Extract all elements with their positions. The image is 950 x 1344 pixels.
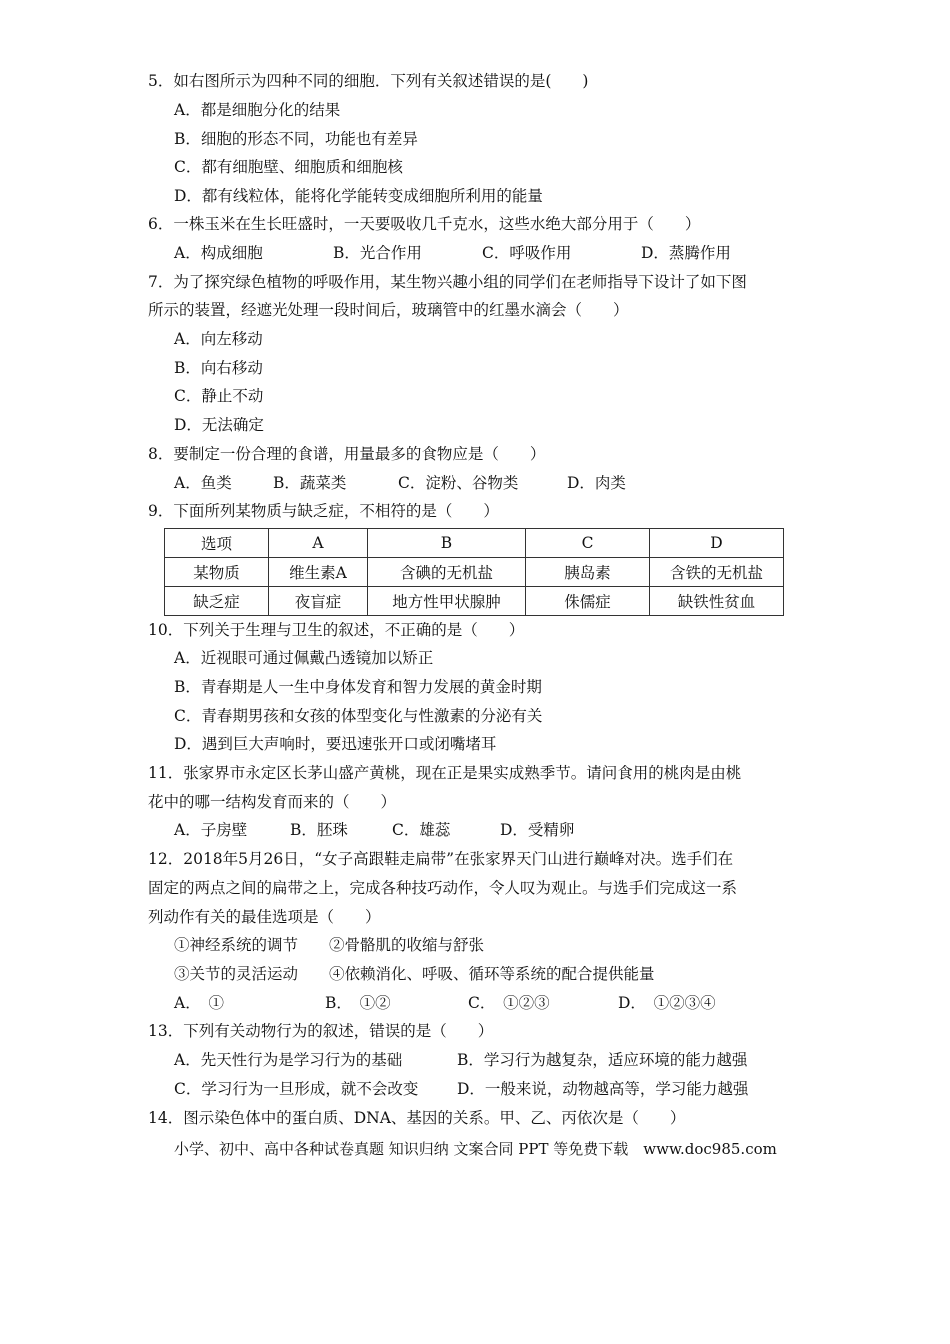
question-12-stem-line-2: 固定的两点之间的扁带之上，完成各种技巧动作，令人叹为观止。与选手们完成这一系: [148, 879, 738, 897]
question-13-option-b: B．学习行为越复杂，适应环境的能力越强: [457, 1051, 748, 1069]
question-6-option-a: A．构成细胞: [174, 244, 263, 262]
question-13-option-a: A．先天性行为是学习行为的基础: [174, 1051, 403, 1069]
question-5-option-b: B．细胞的形态不同，功能也有差异: [174, 130, 418, 148]
question-8-option-a: A．鱼类: [174, 474, 232, 492]
question-11-option-d: D．受精卵: [500, 821, 575, 839]
table-cell: 缺乏症: [165, 587, 269, 616]
question-5-option-c: C．都有细胞壁、细胞质和细胞核: [174, 158, 403, 176]
question-12-option-c: C． ①②③: [468, 994, 550, 1012]
question-10-option-c: C．青春期男孩和女孩的体型变化与性激素的分泌有关: [174, 707, 543, 725]
question-12-option-d: D． ①②③④: [618, 994, 716, 1012]
question-7-stem-line-1: 7．为了探究绿色植物的呼吸作用，某生物兴趣小组的同学们在老师指导下设计了如下图: [148, 273, 747, 291]
question-9-stem: 9．下面所列某物质与缺乏症，不相符的是（ ）: [148, 502, 499, 520]
question-5-option-a: A．都是细胞分化的结果: [174, 101, 341, 119]
question-14-stem: 14．图示染色体中的蛋白质、DNA、基因的关系。甲、乙、丙依次是（ ）: [148, 1109, 686, 1127]
question-8-stem: 8．要制定一份合理的食谱，用量最多的食物应是（ ）: [148, 445, 546, 463]
question-5-stem: 5．如右图所示为四种不同的细胞．下列有关叙述错误的是( ): [148, 72, 589, 90]
table-cell: 夜盲症: [269, 587, 368, 616]
question-7-option-a: A．向左移动: [174, 330, 263, 348]
question-10-option-a: A．近视眼可通过佩戴凸透镜加以矫正: [174, 649, 434, 667]
table-header-cell: C: [526, 529, 650, 558]
question-11-stem-line-1: 11．张家界市永定区长茅山盛产黄桃，现在正是果实成熟季节。请问食用的桃肉是由桃: [148, 764, 742, 782]
question-7-stem-line-2: 所示的装置，经遮光处理一段时间后，玻璃管中的红墨水滴会（ ）: [148, 301, 629, 319]
question-6-option-b: B．光合作用: [333, 244, 422, 262]
table-cell: 胰岛素: [526, 558, 650, 587]
question-6-option-c: C．呼吸作用: [482, 244, 572, 262]
table-header-cell: B: [368, 529, 526, 558]
table-cell: 含碘的无机盐: [368, 558, 526, 587]
table-header-cell: D: [650, 529, 784, 558]
question-7-option-d: D．无法确定: [174, 416, 264, 434]
question-13-option-c: C．学习行为一旦形成，就不会改变: [174, 1080, 419, 1098]
table-header-cell: A: [269, 529, 368, 558]
question-5-option-d: D．都有线粒体，能将化学能转变成细胞所利用的能量: [174, 187, 543, 205]
question-13-stem: 13．下列有关动物行为的叙述，错误的是（ ）: [148, 1022, 494, 1040]
table-cell: 含铁的无机盐: [650, 558, 784, 587]
table-header-row: [165, 529, 784, 558]
question-11-option-b: B．胚珠: [290, 821, 348, 839]
question-10-stem: 10．下列关于生理与卫生的叙述，不正确的是（ ）: [148, 621, 525, 639]
question-11-option-c: C．雄蕊: [392, 821, 451, 839]
question-8-option-c: C．淀粉、谷物类: [398, 474, 519, 492]
table-cell: 某物质: [165, 558, 269, 587]
question-13-option-d: D．一般来说，动物越高等，学习能力越强: [457, 1080, 749, 1098]
question-8-option-b: B．蔬菜类: [273, 474, 347, 492]
page-footer: 小学、初中、高中各种试卷真题 知识归纳 文案合同 PPT 等免费下载 www.doc985.com: [174, 1140, 777, 1158]
question-7-option-c: C．静止不动: [174, 387, 264, 405]
question-7-option-b: B．向右移动: [174, 359, 263, 377]
table-cell: 地方性甲状腺肿: [368, 587, 526, 616]
question-9-table: [164, 528, 784, 616]
question-12-items-line-1: ①神经系统的调节 ②骨骼肌的收缩与舒张: [174, 936, 485, 954]
question-10-option-b: B．青春期是人一生中身体发育和智力发展的黄金时期: [174, 678, 542, 696]
question-12-option-b: B． ①②: [325, 994, 391, 1012]
question-8-option-d: D．肉类: [567, 474, 626, 492]
table-cell: 侏儒症: [526, 587, 650, 616]
table-cell: 缺铁性贫血: [650, 587, 784, 616]
table-cell: 维生素A: [269, 558, 368, 587]
question-12-option-a: A． ①: [174, 994, 224, 1012]
question-11-option-a: A．子房壁: [174, 821, 248, 839]
question-6-stem: 6．一株玉米在生长旺盛时，一天要吸收几千克水，这些水绝大部分用于（ ）: [148, 215, 701, 233]
table-header-cell: 选项: [165, 529, 269, 558]
question-12-items-line-2: ③关节的灵活运动 ④依赖消化、呼吸、循环等系统的配合提供能量: [174, 965, 655, 983]
table-row: [165, 558, 784, 587]
question-12-stem-line-3: 列动作有关的最佳选项是（ ）: [148, 908, 381, 926]
question-10-option-d: D．遇到巨大声响时，要迅速张开口或闭嘴堵耳: [174, 735, 497, 753]
question-11-stem-line-2: 花中的哪一结构发育而来的（ ）: [148, 793, 397, 811]
table-row: [165, 587, 784, 616]
question-12-stem-line-1: 12．2018年5月26日，“女子高跟鞋走扁带”在张家界天门山进行巅峰对决。选手们在: [148, 850, 734, 868]
question-6-option-d: D．蒸腾作用: [641, 244, 731, 262]
